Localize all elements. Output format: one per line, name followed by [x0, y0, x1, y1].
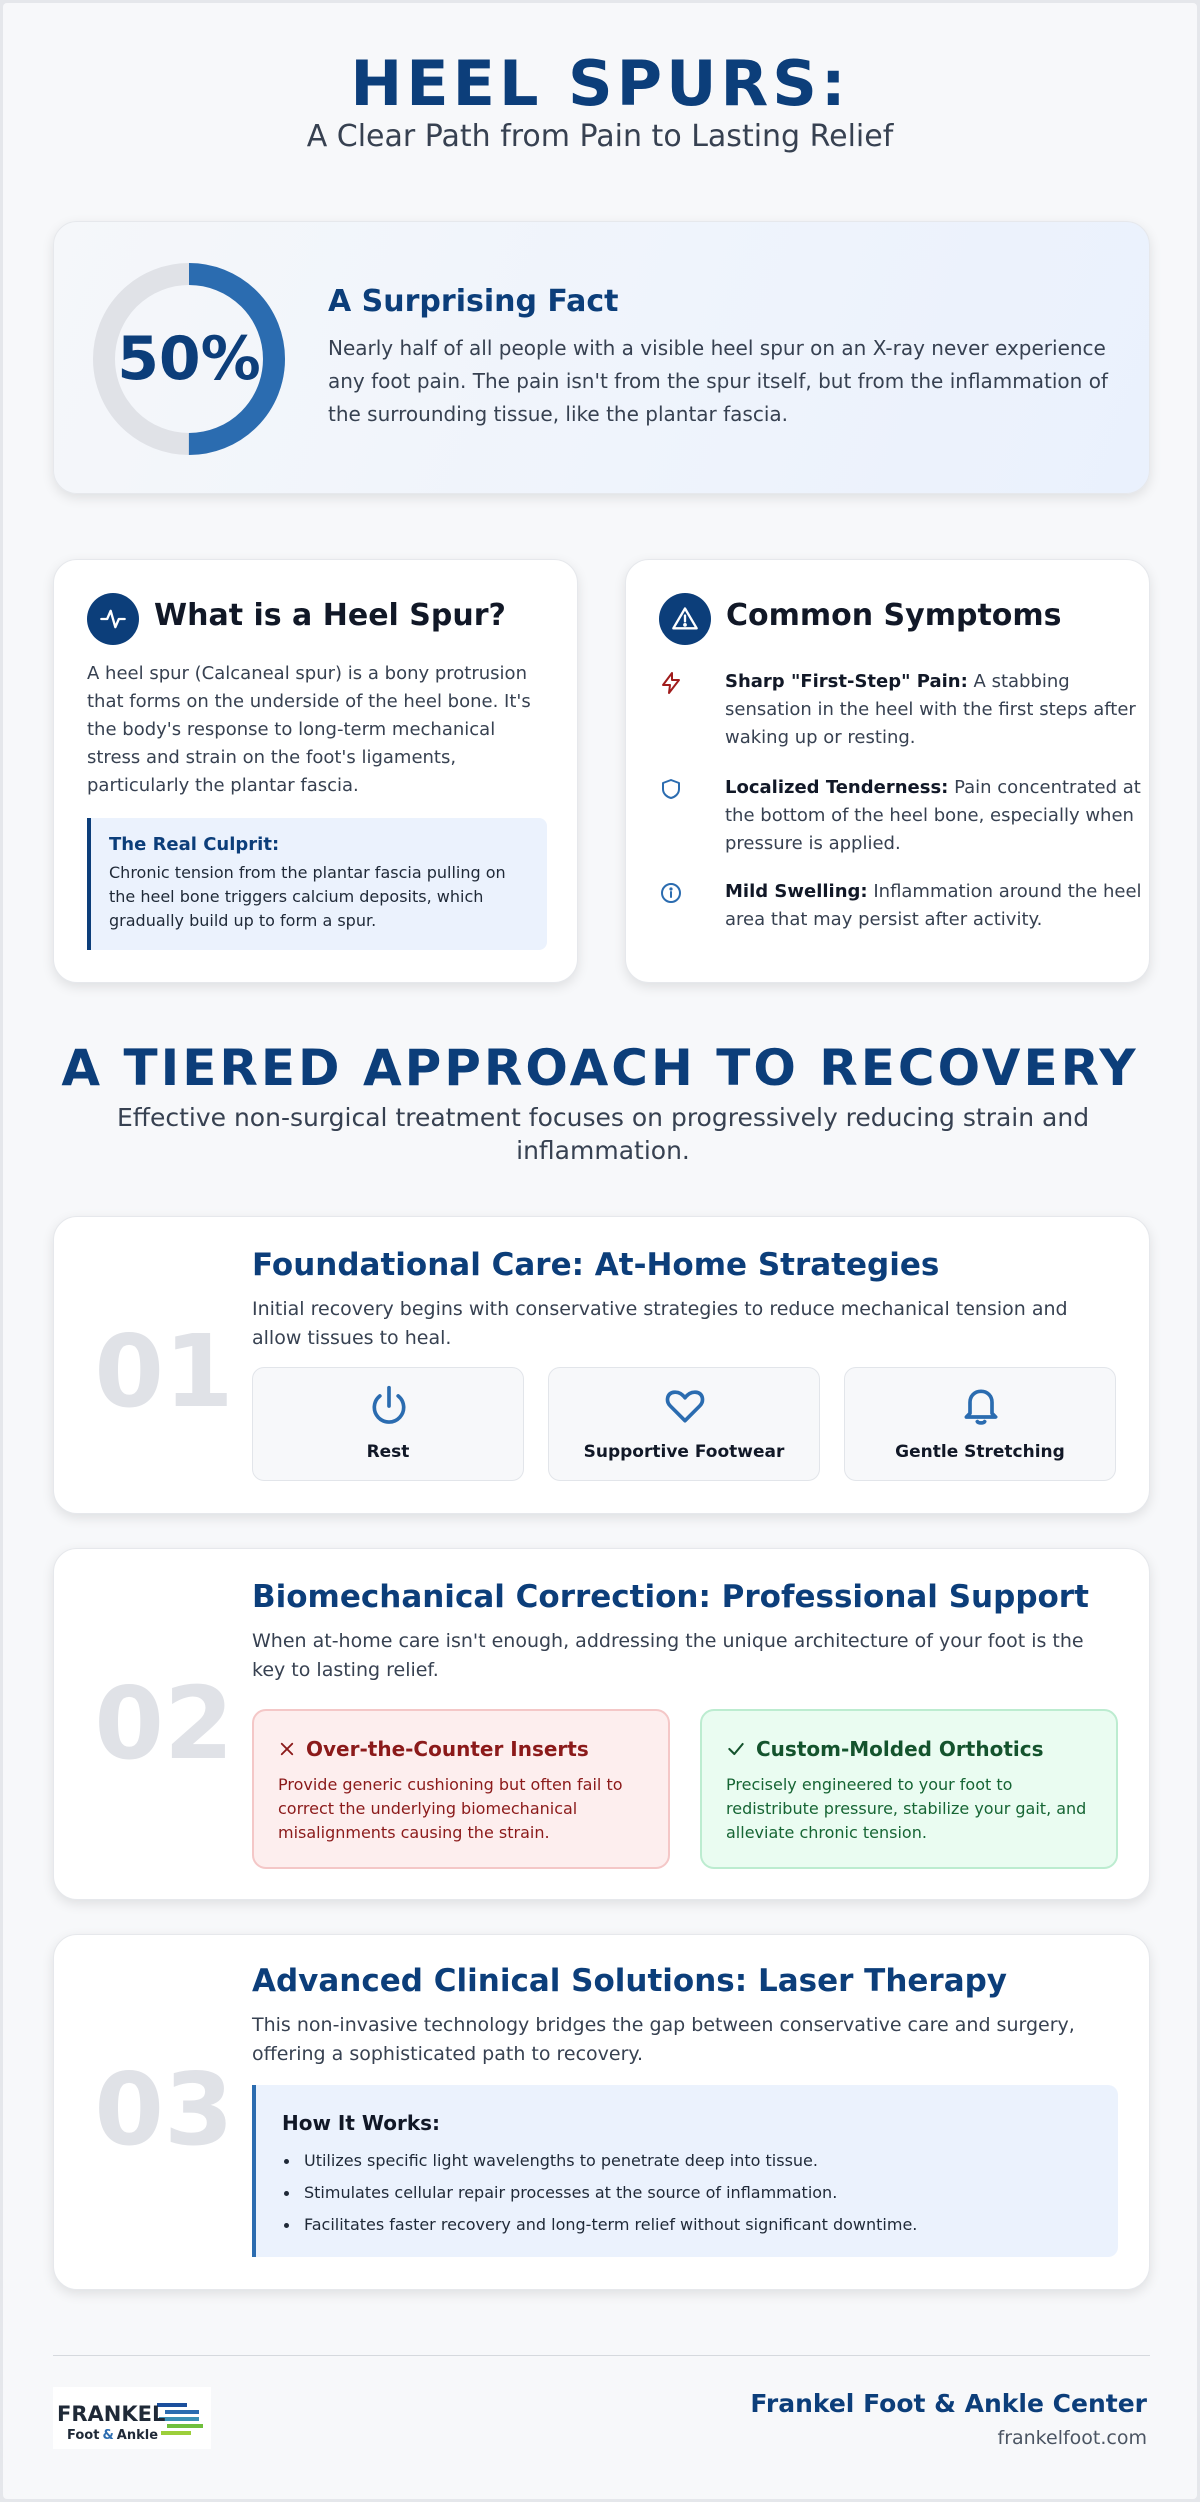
symptom-title: Mild Swelling:	[725, 881, 868, 902]
logo-sub-ankle: Ankle	[116, 2428, 159, 2443]
pulse-icon	[87, 593, 139, 645]
how-it-works-item: Stimulates cellular repair processes at the source of inflammation.	[282, 2177, 1092, 2209]
page-subtitle: A Clear Path from Pain to Lasting Relief	[306, 119, 894, 154]
page-title: HEEL SPURS:	[350, 47, 850, 120]
close-icon	[278, 1740, 296, 1758]
symptom-desc: Pain concentrated at the bottom of the heel bone, especially when pressure is applied.	[725, 777, 1141, 854]
tier-title: Foundational Care: At-Home Strategies	[252, 1247, 940, 1283]
tier-card-02	[53, 1548, 1150, 1900]
check-icon	[726, 1739, 746, 1759]
power-icon	[367, 1384, 411, 1428]
tier-number: 01	[94, 1313, 234, 1430]
warning-icon	[659, 593, 711, 645]
infographic-page	[3, 3, 1197, 2499]
what-is-card	[53, 559, 578, 983]
care-item-rest	[252, 1367, 524, 1481]
symptom-desc: A stabbing sensation in the heel with the first steps after waking up or resting.	[725, 671, 1136, 748]
info-icon	[659, 881, 683, 905]
otc-inserts-panel	[252, 1709, 670, 1869]
symptom-desc: Inflammation around the heel area that may persist after activity.	[725, 881, 1142, 930]
fact-heading: A Surprising Fact	[328, 284, 619, 319]
approach-title: A TIERED APPROACH TO RECOVERY	[61, 1039, 1139, 1097]
symptom-title: Localized Tenderness:	[725, 777, 949, 798]
otc-inserts-text: Provide generic cushioning but often fail to correct the underlying biomechanical misalignments causing the strain.	[278, 1775, 623, 1842]
how-it-works-item: Facilitates faster recovery and long-term relief without significant downtime.	[282, 2209, 1092, 2241]
logo-sub-amp: &	[102, 2428, 114, 2443]
logo-sub-foot: Foot	[67, 2428, 100, 2443]
approach-subtitle: Effective non-surgical treatment focuses on progressively reducing strain and inflammation.	[116, 1103, 1090, 1165]
footer-website-link[interactable]: frankelfoot.com	[997, 2427, 1147, 2449]
symptom-text	[725, 774, 1145, 858]
bell-icon	[959, 1384, 1003, 1428]
culprit-title: The Real Culprit:	[109, 834, 280, 855]
tier-body: This non-invasive technology bridges the gap between conservative care and surgery, offering a sophisticated path to recovery.	[252, 2014, 1075, 2065]
shield-icon	[659, 777, 683, 801]
heart-icon	[663, 1384, 707, 1428]
care-item-footwear	[548, 1367, 820, 1481]
care-item-stretching	[844, 1367, 1116, 1481]
bolt-icon	[659, 671, 683, 695]
symptom-title: Sharp "First-Step" Pain:	[725, 671, 968, 692]
how-it-works-item: Utilizes specific light wavelengths to penetrate deep into tissue.	[282, 2145, 1092, 2177]
symptom-text	[725, 668, 1145, 752]
otc-inserts-title: Over-the-Counter Inserts	[306, 1737, 589, 1761]
fact-card	[53, 221, 1150, 494]
frankel-logo	[53, 2387, 211, 2449]
tier-title: Advanced Clinical Solutions: Laser Therapy	[252, 1963, 1008, 1999]
custom-orthotics-title: Custom-Molded Orthotics	[756, 1737, 1044, 1761]
tier-body: Initial recovery begins with conservative strategies to reduce mechanical tension and allow tissues to heal.	[252, 1298, 1068, 1349]
custom-orthotics-text: Precisely engineered to your foot to redistribute pressure, stabilize your gait, and alleviate chronic tension.	[726, 1775, 1087, 1842]
custom-orthotics-panel	[700, 1709, 1118, 1869]
percent-label: 50%	[117, 324, 261, 394]
logo-text: FRANKEL	[57, 2402, 166, 2426]
footer-divider	[53, 2355, 1150, 2356]
tier-title: Biomechanical Correction: Professional Support	[252, 1579, 1089, 1615]
svg-text:Foot&Ankle	[67, 2428, 158, 2443]
symptom-text	[725, 878, 1145, 934]
what-is-body: A heel spur (Calcaneal spur) is a bony protrusion that forms on the underside of the heel bone. It's the body's response to long-term mechanical stress and strain on the foot's ligaments, particularly the plantar fascia.	[87, 663, 531, 796]
fact-body: Nearly half of all people with a visible heel spur on an X-ray never experience any foot pain. The pain isn't from the spur itself, but from the inflammation of the surrounding tissue, like the plantar fascia.	[328, 336, 1108, 426]
tier-number: 03	[94, 2051, 234, 2168]
care-item-label: Rest	[366, 1442, 410, 1462]
tier-card-03	[53, 1934, 1150, 2290]
tier-body: When at-home care isn't enough, addressing the unique architecture of your foot is the key to lasting relief.	[252, 1630, 1084, 1681]
how-it-works-title: How It Works:	[282, 2111, 441, 2135]
care-item-label: Gentle Stretching	[895, 1442, 1065, 1462]
footer-clinic-name: Frankel Foot & Ankle Center	[750, 2389, 1147, 2418]
symptoms-card	[625, 559, 1150, 983]
what-is-heading: What is a Heel Spur?	[154, 598, 506, 633]
care-item-label: Supportive Footwear	[583, 1442, 785, 1462]
symptoms-heading: Common Symptoms	[726, 598, 1062, 633]
tier-number: 02	[94, 1665, 234, 1782]
tier-card-01	[53, 1216, 1150, 1514]
culprit-callout	[87, 818, 547, 950]
how-it-works-callout	[252, 2085, 1118, 2257]
culprit-text: Chronic tension from the plantar fascia pulling on the heel bone triggers calcium deposits, which gradually build up to form a spur.	[109, 863, 506, 930]
